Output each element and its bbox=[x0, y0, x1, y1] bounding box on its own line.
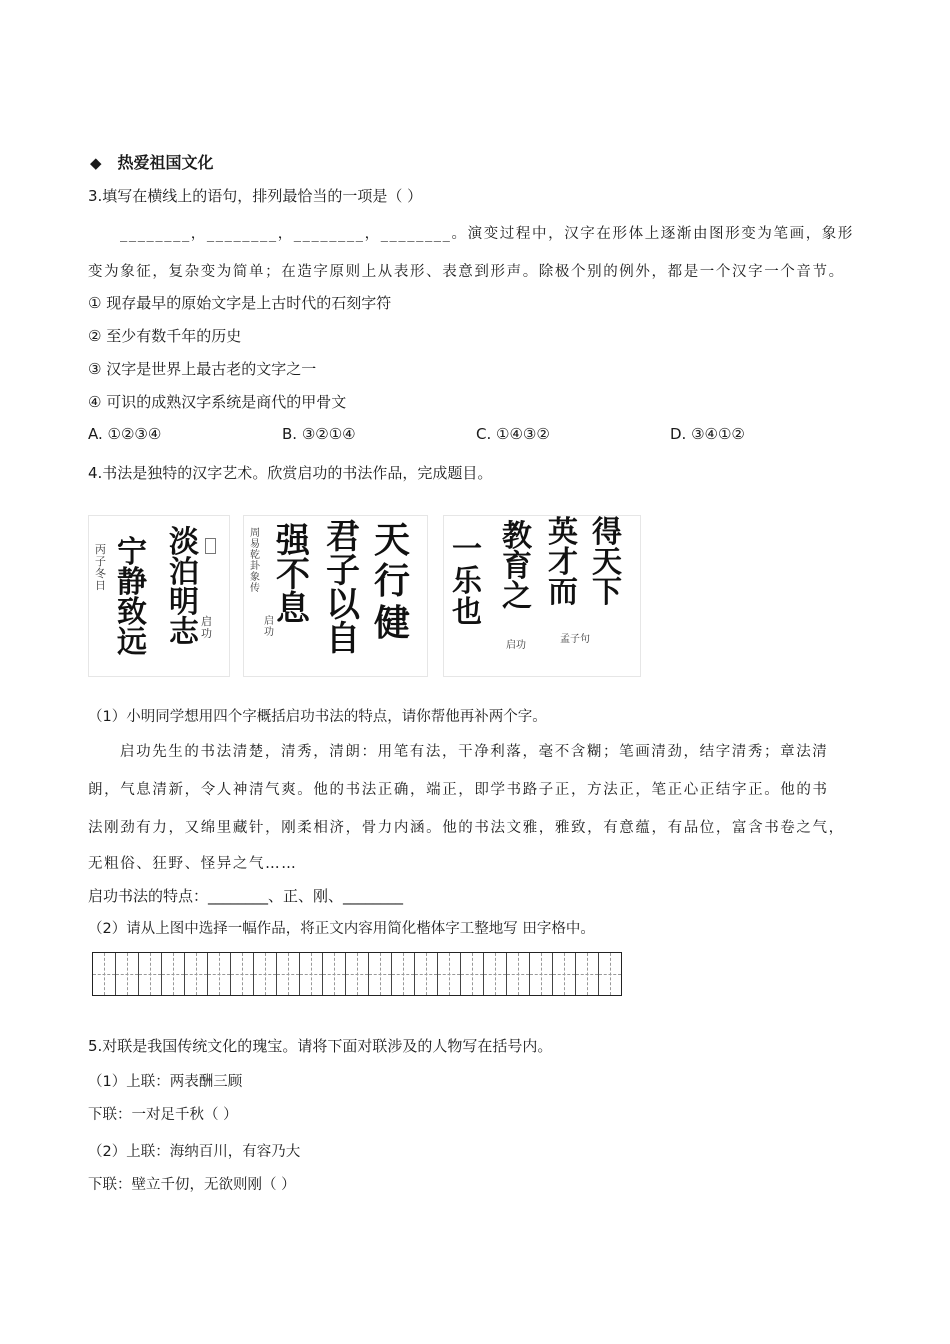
tianzige-cell[interactable] bbox=[507, 953, 530, 995]
tianzige-cell[interactable] bbox=[254, 953, 277, 995]
artwork-2-signature: 启功 bbox=[264, 616, 274, 638]
tianzige-cell[interactable] bbox=[323, 953, 346, 995]
diamond-bullet-icon: ◆ bbox=[90, 154, 102, 172]
q3-stem: 3.填写在横线上的语句，排列最恰当的一项是（ ） bbox=[88, 187, 423, 205]
tianzige-cell[interactable] bbox=[599, 953, 621, 995]
artwork-2-col-2: 君子以自 bbox=[326, 517, 360, 659]
calligraphy-artwork-1 bbox=[88, 515, 230, 677]
q3-option-a[interactable]: A. ①②③④ bbox=[88, 425, 162, 443]
q3-option-d[interactable]: D. ③④①② bbox=[670, 425, 745, 443]
tianzige-cell[interactable] bbox=[438, 953, 461, 995]
q4-sub1-passage-line4: 无粗俗、狂野、怪异之气…… bbox=[88, 856, 298, 872]
artwork-2-col-1: 天行健 bbox=[374, 519, 411, 644]
artwork-3-col-3: 教育之 bbox=[502, 519, 532, 614]
tianzige-cell[interactable] bbox=[415, 953, 438, 995]
tianzige-cell[interactable] bbox=[208, 953, 231, 995]
q5-line-3: （2）上联：海纳百川，有容乃大 bbox=[88, 1144, 301, 1160]
q3-option-c[interactable]: C. ①④③② bbox=[476, 425, 550, 443]
artwork-1-signature: 启功 bbox=[201, 615, 212, 641]
tianzige-cell[interactable] bbox=[116, 953, 139, 995]
section-header bbox=[90, 150, 214, 173]
q3-item-1: ① 现存最早的原始文字是上古时代的石刻字符 bbox=[88, 294, 392, 312]
tianzige-writing-grid[interactable] bbox=[92, 952, 622, 996]
q5-line-2[interactable]: 下联：一对足千秋（ ） bbox=[88, 1107, 238, 1123]
q4-sub1-passage-line2: 朗，气息清新，令人神清气爽。他的书法正确，端正，即学书路子正，方法正，笔正心正结字正。他的书 bbox=[88, 782, 829, 798]
tianzige-cell[interactable] bbox=[484, 953, 507, 995]
artwork-1-side-text: 丙子冬日 bbox=[95, 543, 106, 593]
q5-line-1: （1）上联：两表酬三顾 bbox=[88, 1074, 243, 1090]
artwork-3-signature: 启功 bbox=[506, 640, 526, 651]
tianzige-cell[interactable] bbox=[530, 953, 553, 995]
tianzige-cell[interactable] bbox=[461, 953, 484, 995]
artwork-3-col-2: 英才而 bbox=[548, 515, 578, 610]
artwork-3-side-text: 孟子句 bbox=[560, 634, 590, 645]
q3-item-3: ③ 汉字是世界上最古老的文字之一 bbox=[88, 360, 317, 378]
tianzige-cell[interactable] bbox=[576, 953, 599, 995]
q5-line-4[interactable]: 下联：壁立千仞，无欲则刚（ ） bbox=[88, 1177, 296, 1193]
calligraphy-artwork-2 bbox=[243, 515, 428, 677]
tianzige-cell[interactable] bbox=[162, 953, 185, 995]
tianzige-cell[interactable] bbox=[277, 953, 300, 995]
tianzige-cell[interactable] bbox=[139, 953, 162, 995]
q4-sub1-answer-line[interactable]: 启功书法的特点：________、正、刚、________ bbox=[88, 887, 404, 905]
q4-sub1-stem: （1）小明同学想用四个字概括启功书法的特点，请你帮他再补两个字。 bbox=[88, 709, 547, 725]
tianzige-cell[interactable] bbox=[392, 953, 415, 995]
tianzige-cell[interactable] bbox=[369, 953, 392, 995]
artwork-1-col-2: 宁静致远 bbox=[117, 535, 147, 660]
q4-sub1-passage-line1: 启功先生的书法清楚，清秀，清朗：用笔有法，干净利落，毫不含糊；笔画清劲，结字清秀；章法清 bbox=[120, 744, 829, 760]
seal-stamp-icon bbox=[205, 538, 216, 554]
artwork-3-col-1: 得天下 bbox=[592, 515, 622, 610]
q3-item-2: ② 至少有数千年的历史 bbox=[88, 327, 242, 345]
artwork-2-side-text: 周易乾卦象传 bbox=[250, 528, 260, 594]
tianzige-cell[interactable] bbox=[185, 953, 208, 995]
q3-option-b[interactable]: B. ③②①④ bbox=[282, 425, 356, 443]
q5-stem: 5.对联是我国传统文化的瑰宝。请将下面对联涉及的人物写在括号内。 bbox=[88, 1037, 553, 1055]
tianzige-cell[interactable] bbox=[346, 953, 369, 995]
q4-sub1-passage-line3: 法刚劲有力，又绵里藏针，刚柔相济，骨力内涵。他的书法文雅，雅致，有意蕴，有品位，富含书卷之气， bbox=[88, 820, 845, 836]
tianzige-cell[interactable] bbox=[231, 953, 254, 995]
q3-passage-line2: 变为象征，复杂变为简单；在造字原则上从表形、表意到形声。除极个别的例外，都是一个汉字一个音节。 bbox=[88, 264, 845, 280]
artwork-1-col-1: 淡泊明志 bbox=[169, 525, 199, 650]
q3-passage-line1: ________，________，________，________。演变过程中，汉字在形体上逐渐由图形变为笔画，象形 bbox=[120, 226, 854, 242]
q3-item-4: ④ 可识的成熟汉字系统是商代的甲骨文 bbox=[88, 393, 347, 411]
artwork-3-col-4: 一乐也 bbox=[452, 532, 482, 630]
tianzige-cell[interactable] bbox=[553, 953, 576, 995]
q4-stem: 4.书法是独特的汉字艺术。欣赏启功的书法作品，完成题目。 bbox=[88, 464, 493, 482]
tianzige-cell[interactable] bbox=[300, 953, 323, 995]
calligraphy-artwork-3 bbox=[443, 515, 641, 677]
q4-sub2-stem: （2）请从上图中选择一幅作品，将正文内容用简化楷体字工整地写 田字格中。 bbox=[88, 921, 595, 937]
tianzige-cell[interactable] bbox=[93, 953, 116, 995]
artwork-2-col-3: 强不息 bbox=[276, 521, 310, 629]
section-title: 热爱祖国文化 bbox=[117, 153, 214, 172]
